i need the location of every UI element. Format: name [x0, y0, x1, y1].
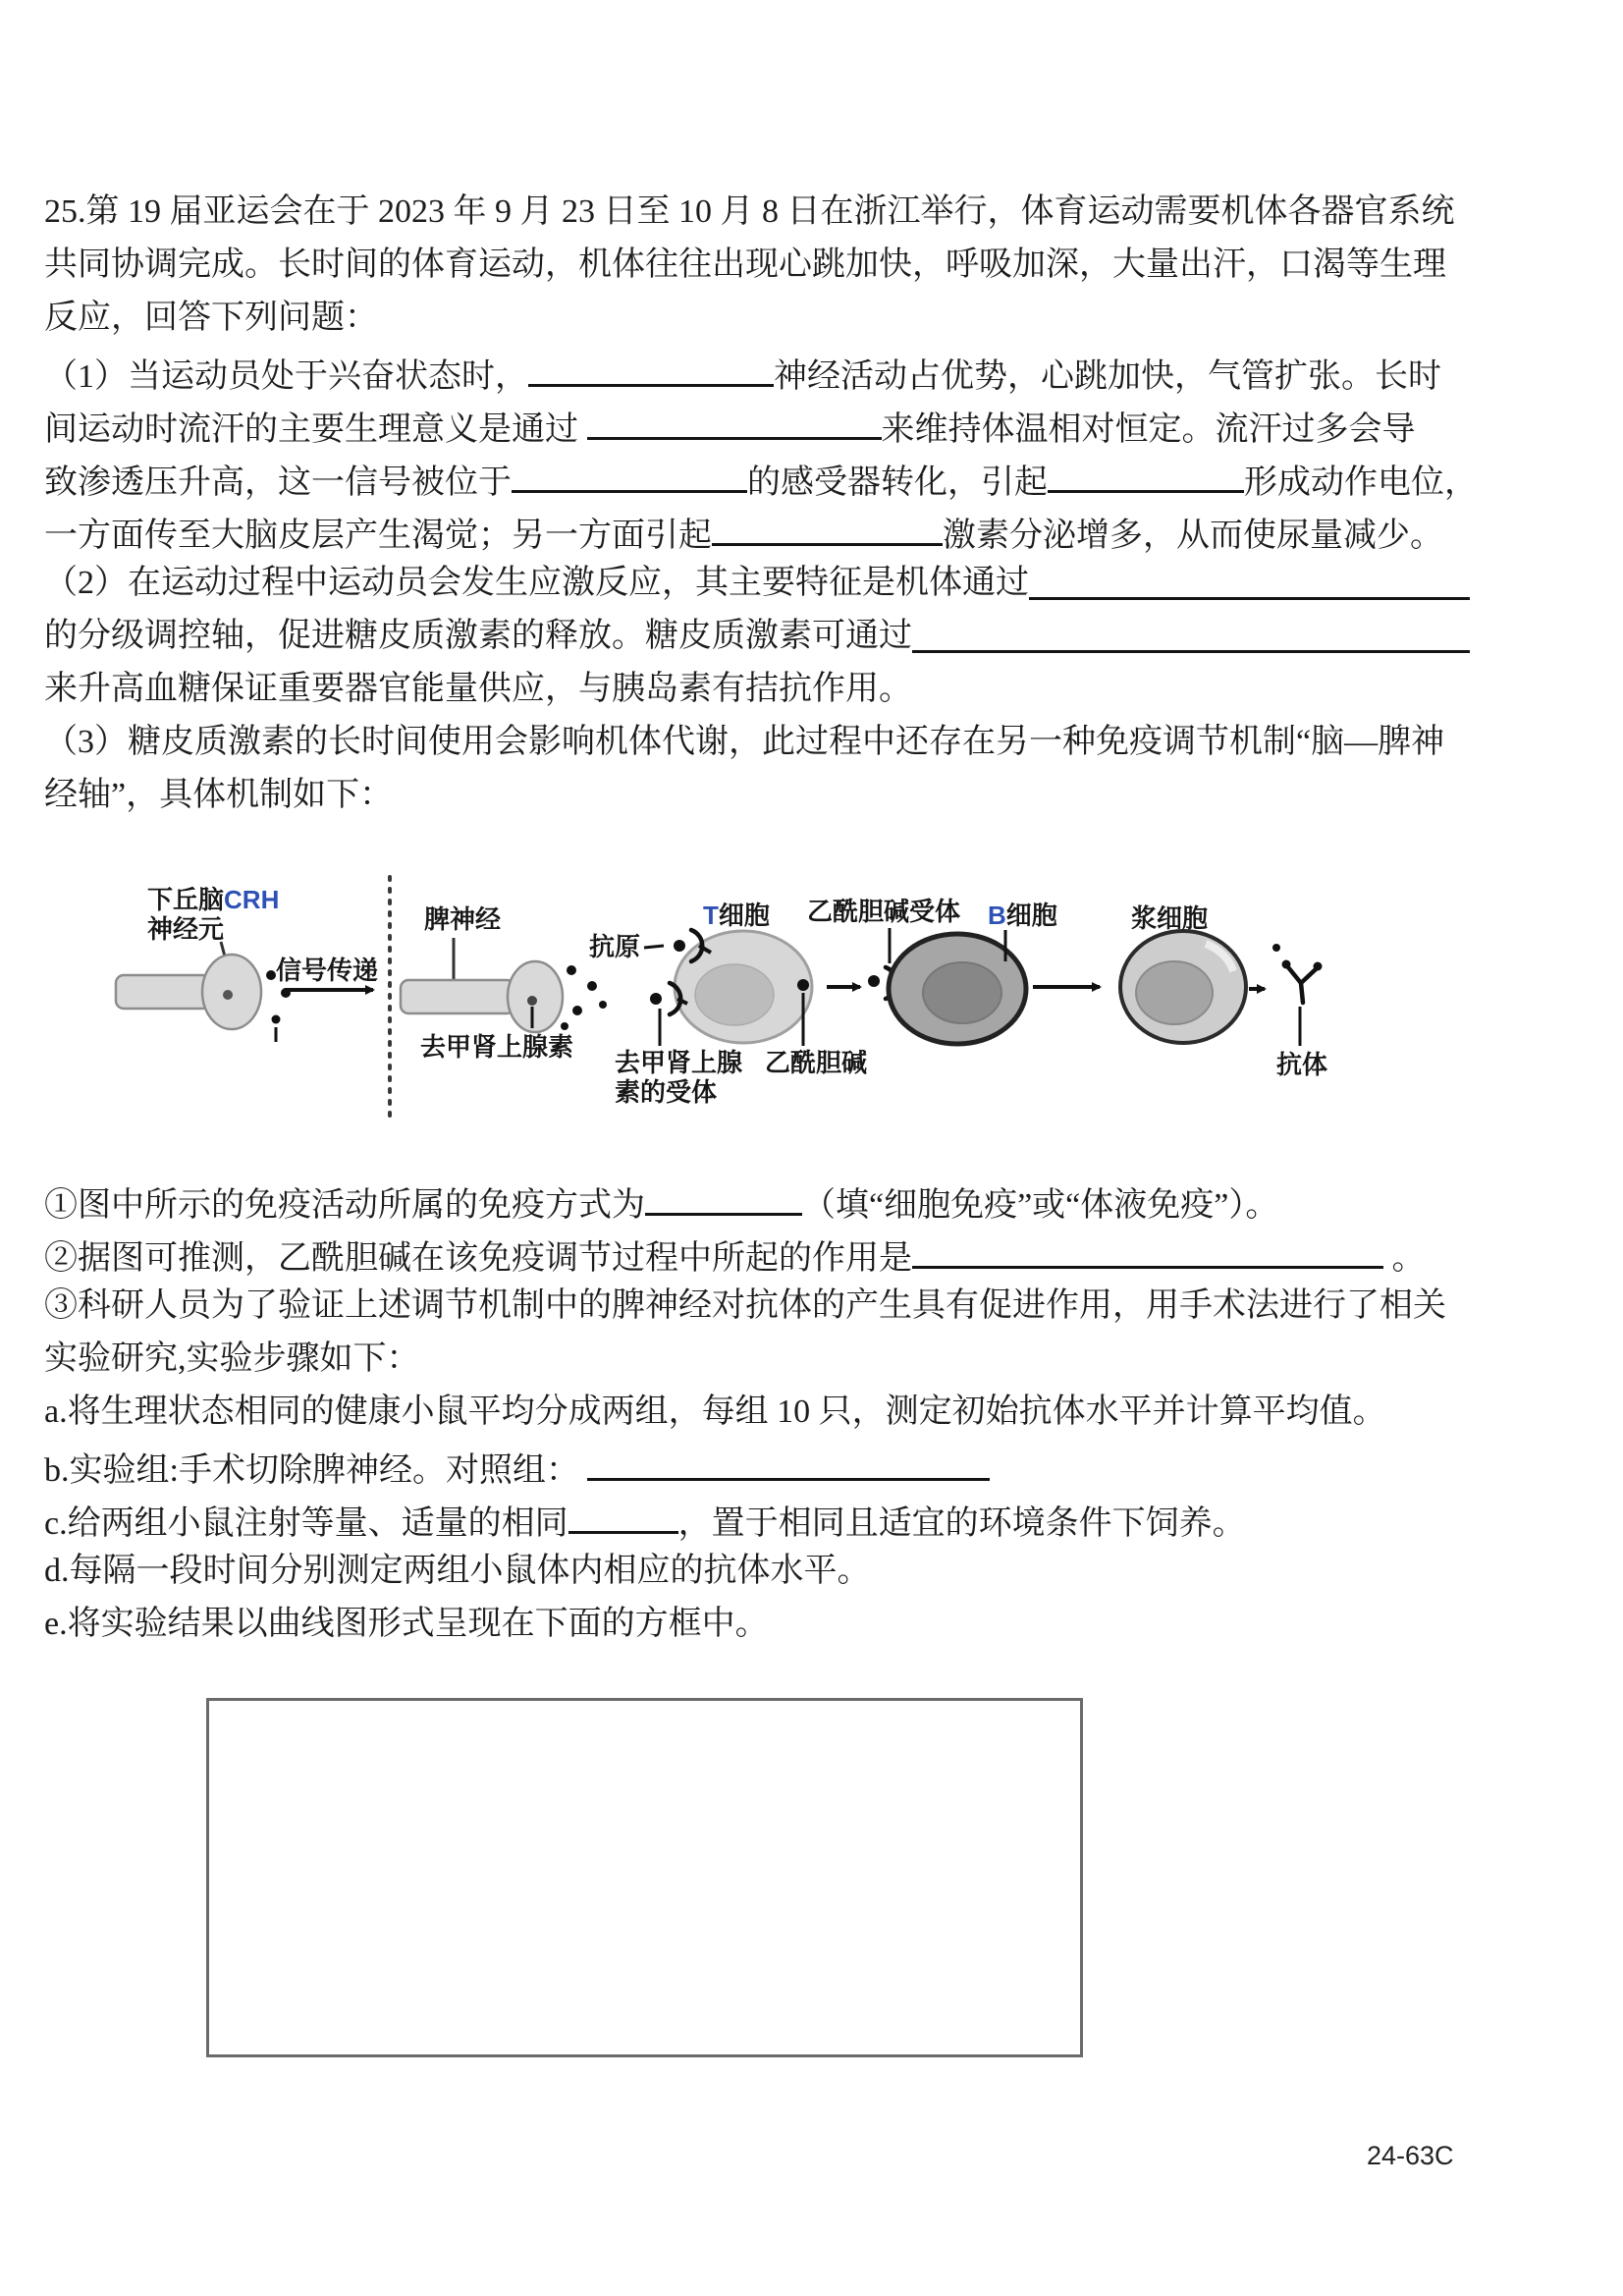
b-cell-nucleus [923, 962, 1001, 1023]
answer-blank [1048, 451, 1244, 493]
ne-receptor-label [615, 1048, 742, 1107]
text-line [44, 1545, 1470, 1598]
crh-neuron-axon [116, 975, 210, 1009]
ach-ligand-dot [868, 975, 880, 987]
antibody-stem [1301, 983, 1303, 1003]
ne-ligand-dot [650, 993, 662, 1005]
text-run: 激素分泌增多，从而使尿量减少。 [943, 518, 1443, 554]
norepinephrine-label: 去甲肾上腺素 [420, 1032, 574, 1062]
acetylcholine-label: 乙酰胆碱 [765, 1048, 868, 1077]
question-text-bottom [44, 1174, 1470, 1651]
text-line [44, 451, 1478, 504]
text-line [44, 504, 1470, 557]
text-line [44, 1386, 1470, 1439]
antigen-dash [644, 946, 664, 948]
text-run: ③科研人员为了验证上述调节机制中的脾神经对抗体的产生具有促进作用，用手术法进行了相关 [44, 1287, 1446, 1324]
text-line [44, 663, 1470, 716]
text-run: ②据图可推测，乙酰胆碱在该免疫调节过程中所起的作用是 [44, 1240, 912, 1277]
text-line [44, 1492, 1470, 1545]
text-run: ①图中所示的免疫活动所属的免疫方式为 [44, 1187, 645, 1224]
t-cell-label [703, 901, 770, 930]
neurotransmitter-dot [266, 970, 276, 980]
page-code: 24-63C [1367, 2141, 1454, 2170]
text-line [44, 398, 1470, 451]
text-line [44, 716, 1470, 769]
antibody-tip-dot [1282, 960, 1291, 969]
antigen-dot [674, 940, 685, 952]
ne-dot [599, 1001, 607, 1009]
label-text: 细胞 [1005, 901, 1057, 930]
ne-dot [561, 1022, 568, 1030]
answer-blank [912, 650, 1470, 653]
text-line [44, 1174, 1470, 1227]
answer-blank [568, 1492, 678, 1534]
antigen-label: 抗原 [589, 932, 641, 961]
answer-blank [645, 1174, 802, 1216]
plasma-cell-label: 浆细胞 [1131, 903, 1209, 933]
antibody-free-dot [1272, 944, 1280, 952]
answer-blank [912, 1227, 1383, 1269]
text-run: 反应，回答下列问题： [44, 300, 378, 336]
text-line [44, 292, 1470, 345]
plasma-cell-nucleus [1136, 961, 1213, 1024]
label-text: 神经元 [147, 914, 225, 944]
text-line [44, 1333, 1470, 1386]
t-letter: T [703, 901, 719, 930]
ne-dot [572, 1006, 582, 1015]
curve-answer-box [206, 1698, 1083, 2057]
text-run: a.将生理状态相同的健康小鼠平均分成两组，每组 10 只，测定初始抗体水平并计算平均值。 [44, 1394, 1386, 1430]
text-run: b.实验组:手术切除脾神经。对照组： [44, 1452, 588, 1489]
text-line [44, 1227, 1470, 1280]
text-line [44, 557, 1470, 610]
crh-text: CRH [224, 885, 280, 914]
ne-vesicle-dot [527, 996, 537, 1006]
ne-dot [587, 981, 597, 991]
signal-transfer-label: 信号传递 [276, 956, 379, 985]
crh-vesicle-dot [223, 990, 233, 1000]
text-run: e.将实验结果以曲线图形式呈现在下面的方框中。 [44, 1606, 769, 1642]
spleen-nerve-label: 脾神经 [424, 904, 502, 934]
text-run: 实验研究,实验步骤如下： [44, 1340, 420, 1377]
text-line [44, 610, 1470, 663]
answer-blank [512, 451, 747, 493]
text-line [44, 1439, 1470, 1492]
text-run: 25.第 19 届亚运会在于 2023 年 9 月 23 日至 10 月 8 日在浙江举行，体育运动需要机体各器官系统 [44, 193, 1455, 230]
label-text: 素的受体 [615, 1077, 718, 1107]
antibody-label: 抗体 [1276, 1050, 1328, 1079]
text-run: c.给两组小鼠注射等量、适量的相同 [44, 1505, 568, 1542]
answer-blank [587, 1439, 990, 1481]
text-run: d.每隔一段时间分别测定两组小鼠体内相应的抗体水平。 [44, 1553, 871, 1589]
hypothalamus-crh-neuron-label [147, 885, 279, 944]
text-run: 来升高血糖保证重要器官能量供应，与胰岛素有拮抗作用。 [44, 671, 912, 707]
text-run: （1）当运动员处于兴奋状态时， [44, 358, 528, 395]
b-cell-label [988, 901, 1057, 930]
text-line [44, 1598, 1470, 1651]
antibody-tip-dot [1314, 962, 1323, 971]
text-run: （3）糖皮质激素的长时间使用会影响机体代谢，此过程中还存在另一种免疫调节机制“脑—脾神 [44, 724, 1445, 760]
text-line [44, 186, 1470, 239]
text-run: 的分级调控轴，促进糖皮质激素的释放。糖皮质激素可通过 [44, 618, 912, 654]
text-run: 的感受器转化，引起 [747, 465, 1048, 501]
answer-blank [712, 504, 943, 546]
answer-blank [587, 398, 882, 440]
text-run: 致渗透压升高，这一信号被位于 [44, 465, 512, 501]
text-run: 。 [1383, 1240, 1426, 1277]
answer-blank [528, 345, 774, 387]
question-text-top [44, 186, 1478, 822]
text-line [44, 1280, 1470, 1333]
text-run: （填“细胞免疫”或“体液免疫”）。 [802, 1187, 1279, 1224]
label-text: 细胞 [718, 901, 770, 930]
ne-dot [567, 965, 576, 975]
text-run: （2）在运动过程中运动员会发生应激反应，其主要特征是机体通过 [44, 565, 1029, 601]
label-text: 下丘脑 [147, 885, 225, 914]
antibody-arm [1301, 969, 1316, 983]
ach-receptor-label: 乙酰胆碱受体 [807, 897, 961, 926]
text-run: 一方面传至大脑皮层产生渴觉；另一方面引起 [44, 518, 712, 554]
text-run: 神经活动占优势，心跳加快，气管扩张。长时 [774, 358, 1441, 395]
text-run: 来维持体温相对恒定。流汗过多会导 [881, 411, 1416, 448]
text-run: ，置于相同且适宜的环境条件下饲养。 [677, 1505, 1246, 1542]
label-text: 去甲肾上腺 [615, 1048, 743, 1077]
answer-blank [1029, 597, 1470, 600]
text-run: 间运动时流汗的主要生理意义是通过 [44, 411, 587, 448]
text-line [44, 345, 1470, 398]
text-line [44, 239, 1470, 292]
b-letter: B [988, 901, 1006, 930]
text-run: 经轴”，具体机制如下： [44, 777, 394, 813]
text-run: 形成动作电位， [1244, 465, 1478, 501]
text-run: 共同协调完成。长时间的体育运动，机体往往出现心跳加快，呼吸加深，大量出汗，口渴等生理 [44, 246, 1446, 283]
antibody-arm [1288, 967, 1301, 983]
t-cell-nucleus [695, 964, 774, 1025]
spleen-nerve-axon [401, 980, 514, 1013]
brain-spleen-axis-diagram [0, 857, 1623, 1174]
acetylcholine-dot [797, 979, 809, 991]
neurotransmitter-dot [272, 1015, 281, 1024]
text-line [44, 769, 1470, 822]
